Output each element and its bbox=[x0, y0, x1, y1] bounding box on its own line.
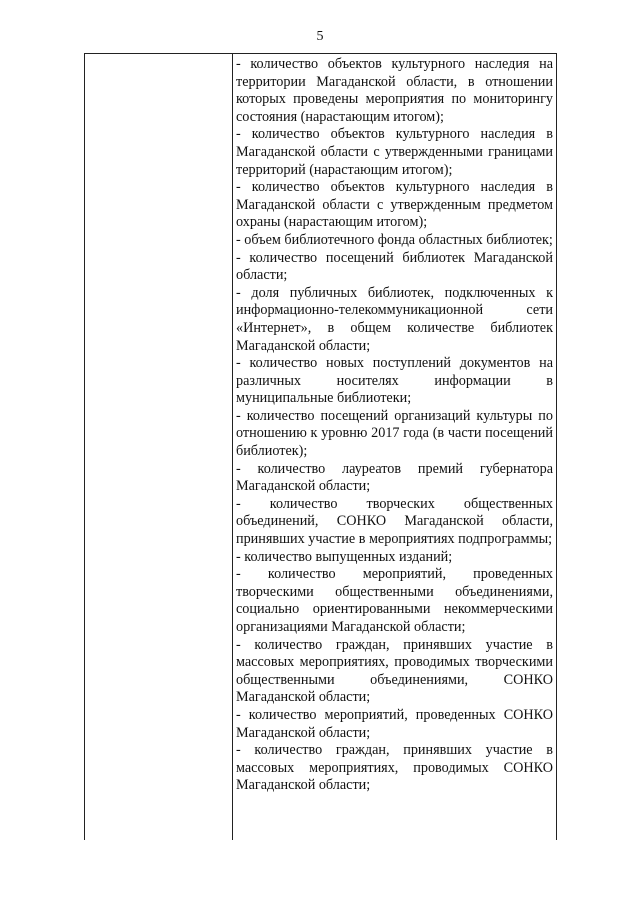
indicator-item: - количество граждан, принявших участие в массовых мероприятиях, проводимых СОНКО Магаданской области; bbox=[236, 742, 553, 794]
indicators-table bbox=[84, 53, 557, 840]
indicator-item: - количество лауреатов премий губернатора Магаданской области; bbox=[236, 460, 553, 495]
indicator-item: - количество объектов культурного наследия на территории Магаданской области, в отношении которых проведены мероприятия по мониторингу состояния (нарастающим итогом); bbox=[236, 56, 553, 125]
table-right-cell bbox=[236, 56, 553, 842]
indicator-item: - количество выпущенных изданий; bbox=[236, 548, 453, 565]
indicator-item: - количество новых поступлений документов на различных носителях информации в муниципальные библиотеки; bbox=[236, 355, 553, 407]
indicator-item: - количество посещений организаций культуры по отношению к уровню 2017 года (в части посещений библиотек); bbox=[236, 407, 553, 460]
column-divider bbox=[232, 54, 233, 840]
indicator-item: - количество мероприятий, проведенных СОНКО Магаданской области; bbox=[236, 706, 553, 741]
indicator-item: - доля публичных библиотек, подключенных к информационно-телекоммуникационной сети «Интернет», в общем количестве библиотек Магаданской области; bbox=[236, 284, 553, 354]
indicator-item: - количество граждан, принявших участие в массовых мероприятиях, проводимых творческими общественными объединениями, СОНКО Магаданской области; bbox=[236, 636, 553, 706]
indicator-item: - количество посещений библиотек Магаданской области; bbox=[236, 249, 553, 284]
indicator-item: - количество объектов культурного наследия в Магаданской области с утвержденными границами территорий (нарастающим итогом); bbox=[236, 126, 553, 178]
indicator-item: - объем библиотечного фонда областных библиотек; bbox=[236, 231, 553, 248]
table-left-cell bbox=[85, 54, 232, 840]
indicator-item: - количество творческих общественных объединений, СОНКО Магаданской области, принявших участие в мероприятиях подпрограммы; bbox=[236, 495, 553, 548]
indicator-item: - количество мероприятий, проведенных творческими общественными объединениями, социально ориентированными некоммерческими организациями Магаданской области; bbox=[236, 566, 553, 635]
indicator-item: - количество объектов культурного наследия в Магаданской области с утвержденным предметом охраны (нарастающим итогом); bbox=[236, 179, 553, 231]
page-number: 5 bbox=[316, 29, 324, 44]
